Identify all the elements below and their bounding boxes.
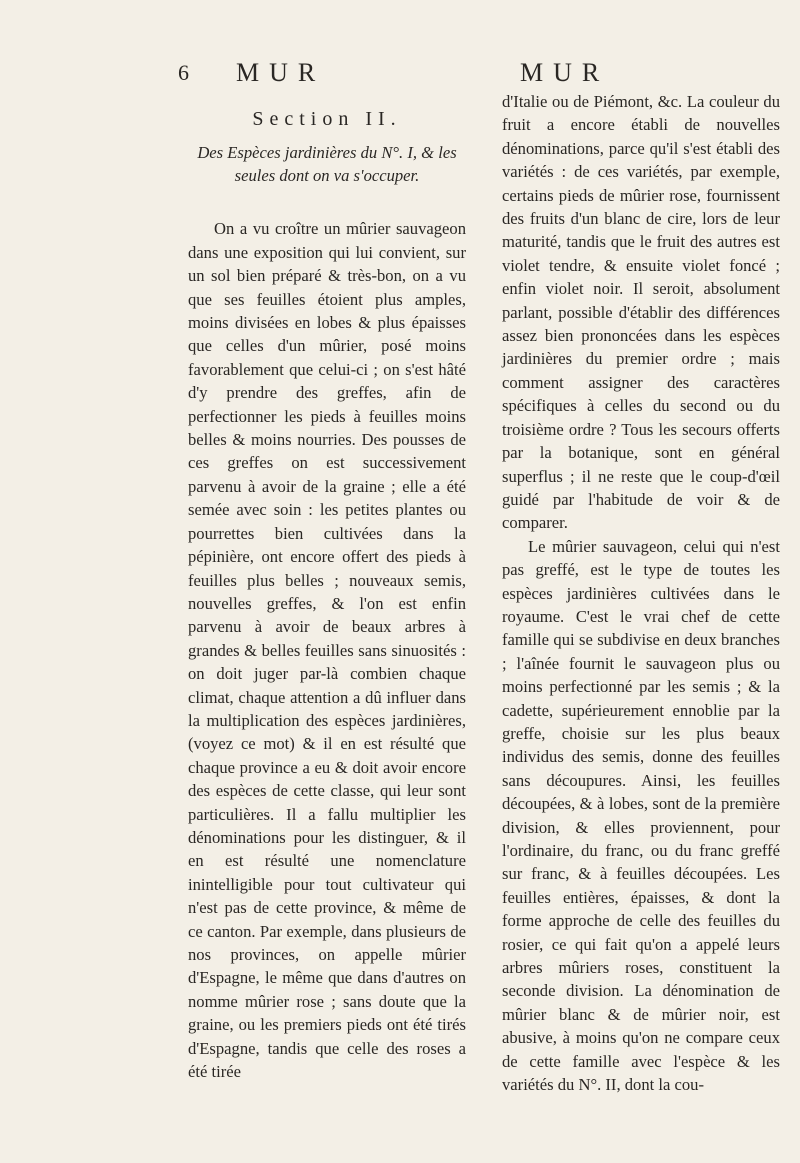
left-column [188,90,466,1083]
right-column [502,90,780,1096]
paragraph: d'Italie ou de Piémont, &c. La couleur du fruit a encore établi de nouvelles dénominations, parce qu'il s'est établi des variétés : de ces variétés, par exemple, certains pieds de mûrier rose, fournissent des fruits d'un blanc de cire, lors de leur maturité, tandis que le fruit des autres est violet tendre, & ensuite violet foncé ; enfin violet noir. Il seroit, absolument parlant, possible d'établir des différences assez bien prononcées dans les espèces jardinières du premier ordre ; mais comment assigner des caractères spécifiques à celles du second ou du troisième ordre ? Tous les secours offerts par la botanique, sont en général superflus ; il ne reste que le coup-d'œil guidé par l'habitude de voir & de comparer. [502,92,780,533]
paragraph: On a vu croître un mûrier sauvageon dans une exposition qui lui convient, sur un sol bien préparé & très-bon, on a vu que ses feuilles étoient plus amples, moins divisées en lobes & plus épaisses que celles d'un mûrier, posé moins favorablement que celui-ci ; on s'est hâté d'y prendre des greffes, afin de perfectionner les pieds à feuilles moins belles & moins nourries. Des pousses de ces greffes on est successivement parvenu à avoir de la graine ; elle a été semée avec soin : les petites plantes ou pourrettes bien cultivées dans la pépinière, ont encore offert des pieds à feuilles plus belles ; nouveaux semis, nouvelles greffes, & l'on est enfin parvenu à avoir de beaux arbres à grandes & belles feuilles sans sinuosités : on doit juger par-là combien chaque climat, chaque attention a dû influer dans la multiplication des espèces jardinières, (voyez ce mot) & il en est résulté que chaque province a eu & doit avoir encore des espèces de cette classe, qui leur sont particulières. Il a fallu multiplier les dénominations pour les distinguer, & il en est résulté une nomenclature inintelligible pour tout cultivateur qui n'est pas de cette province, & même de ce canton. Par exemple, dans plusieurs de nos provinces, on appelle mûrier d'Espagne, le même que dans d'autres on nomme mûrier rose ; sans doute que la graine, ou les premiers pieds ont été tirés d'Espagne, tandis que celle des roses a été tirée [188,219,466,1082]
page-number: 6 [178,60,189,85]
paragraph: Le mûrier sauvageon, celui qui n'est pas greffé, est le type de toutes les espèces jardinières cultivées dans le royaume. C'est le vrai chef de cette famille qui se subdivise en deux branches ; l'aînée fournit le sauvageon plus ou moins perfectionné par les semis ; & la cadette, supérieurement ennoblie par la greffe, choisie sur les plus beaux individus des semis, donne des feuilles sans découpures. Ainsi, les feuilles découpées, & à lobes, sont de la première division, & elles proviennent, pour l'ordinaire, du franc, ou du franc greffé sur franc, & à feuilles découpées. Les feuilles entières, épaisses, & dont la forme approche de celle des feuilles du rosier, ce qui fait qu'on a appelé leurs arbres mûriers roses, constituent la seconde division. La dénomination de mûrier blanc & de mûrier noir, est abusive, à moins qu'on ne compare ceux de cette famille avec l'espèce & les variétés du N°. II, dont la cou- [502,536,780,1095]
running-head-left: MUR [236,58,326,87]
section-subtitle: Des Espèces jardinières du N°. I, & les seules dont on va s'occuper. [197,143,457,186]
running-head-right: MUR [520,58,610,87]
section-title: Section II. [252,108,402,130]
